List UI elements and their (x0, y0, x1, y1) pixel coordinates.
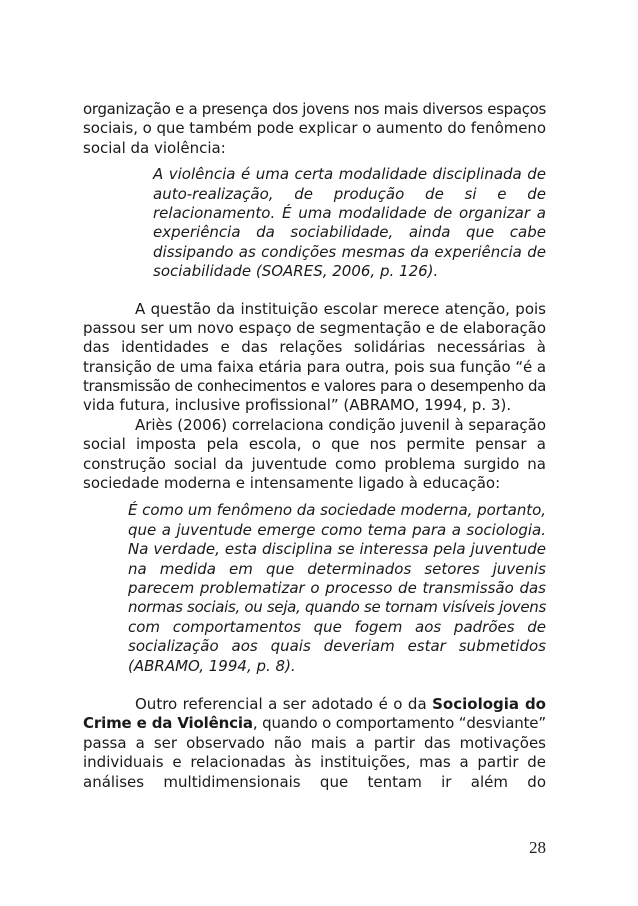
text-line: transmissão de conhecimentos e valores para o desempenho da (83, 377, 546, 396)
text-line: Ariès (2006) correlaciona condição juvenil à separação (135, 415, 546, 434)
text-line: sociedade moderna e intensamente ligado à educação: (83, 474, 501, 493)
quote-line: sociabilidade (SOARES, 2006, p. 126). (153, 262, 439, 281)
paragraph-3 (83, 416, 546, 494)
text-line: social da violência: (83, 138, 226, 157)
quote-line: normas sociais, ou seja, quando se tornam visíveis jovens (128, 598, 546, 617)
text-line: construção social da juventude como problema surgido na (83, 454, 546, 473)
quote-line: socialização aos quais deveriam estar submetidos (128, 637, 546, 656)
text-line: transição de uma faixa etária para outra, pois sua função “é a (83, 357, 546, 376)
quote-line: parecem problematizar o processo de transmissão das (128, 578, 546, 597)
text-line: passou ser um novo espaço de segmentação e de elaboração (83, 318, 546, 337)
block-quote-abramo (128, 501, 546, 676)
text-line: organização e a presença dos jovens nos mais diversos espaços (83, 100, 546, 118)
page-number: 28 (529, 838, 546, 857)
text-line: das identidades e das relações solidárias necessárias à (83, 338, 546, 357)
quote-line: que a juventude emerge como tema para a sociologia. (128, 520, 546, 539)
quote-line: relacionamento. É uma modalidade de organizar a (153, 203, 546, 222)
quote-line: dissipando as condições mesmas da experiência de (153, 242, 546, 261)
text-line (83, 695, 546, 714)
text-span: Outro referencial a ser adotado é o da (135, 694, 433, 713)
quote-line: A violência é uma certa modalidade disciplinada de (153, 165, 546, 184)
quote-line: É como um fenômeno da sociedade moderna, portanto, (128, 501, 546, 520)
paragraph-1 (83, 100, 546, 158)
text-line (83, 714, 546, 733)
text-line: social imposta pela escola, o que nos permite pensar a (83, 435, 546, 454)
quote-line: experiência da sociabilidade, ainda que cabe (153, 223, 546, 242)
text-line: sociais, o que também pode explicar o aumento do fenômeno (83, 119, 546, 138)
quote-line: na medida em que determinados setores juvenis (128, 559, 546, 578)
paragraph-4 (83, 695, 546, 792)
text-line: passa a ser observado não mais a partir das motivações (83, 733, 546, 752)
page-body (83, 100, 546, 792)
quote-line: auto-realização, de produção de si e de (153, 184, 546, 203)
text-line: A questão da instituição escolar merece atenção, pois (135, 299, 546, 318)
bold-term: Crime e da Violência (83, 714, 253, 733)
block-quote-soares (153, 165, 546, 281)
text-line: vida futura, inclusive profissional” (ABRAMO, 1994, p. 3). (83, 396, 512, 415)
quote-line: com comportamentos que fogem aos padrões de (128, 617, 546, 636)
text-line: individuais e relacionadas às instituições, mas a partir de (83, 753, 546, 772)
quote-line: Na verdade, esta disciplina se interessa pela juventude (128, 540, 546, 559)
bold-term: Sociologia do (432, 694, 546, 713)
quote-line: (ABRAMO, 1994, p. 8). (128, 656, 296, 675)
text-line: análises multidimensionais que tentam ir além do (83, 772, 546, 791)
text-span: , quando o comportamento “desviante” (252, 714, 546, 733)
paragraph-2 (83, 300, 546, 416)
